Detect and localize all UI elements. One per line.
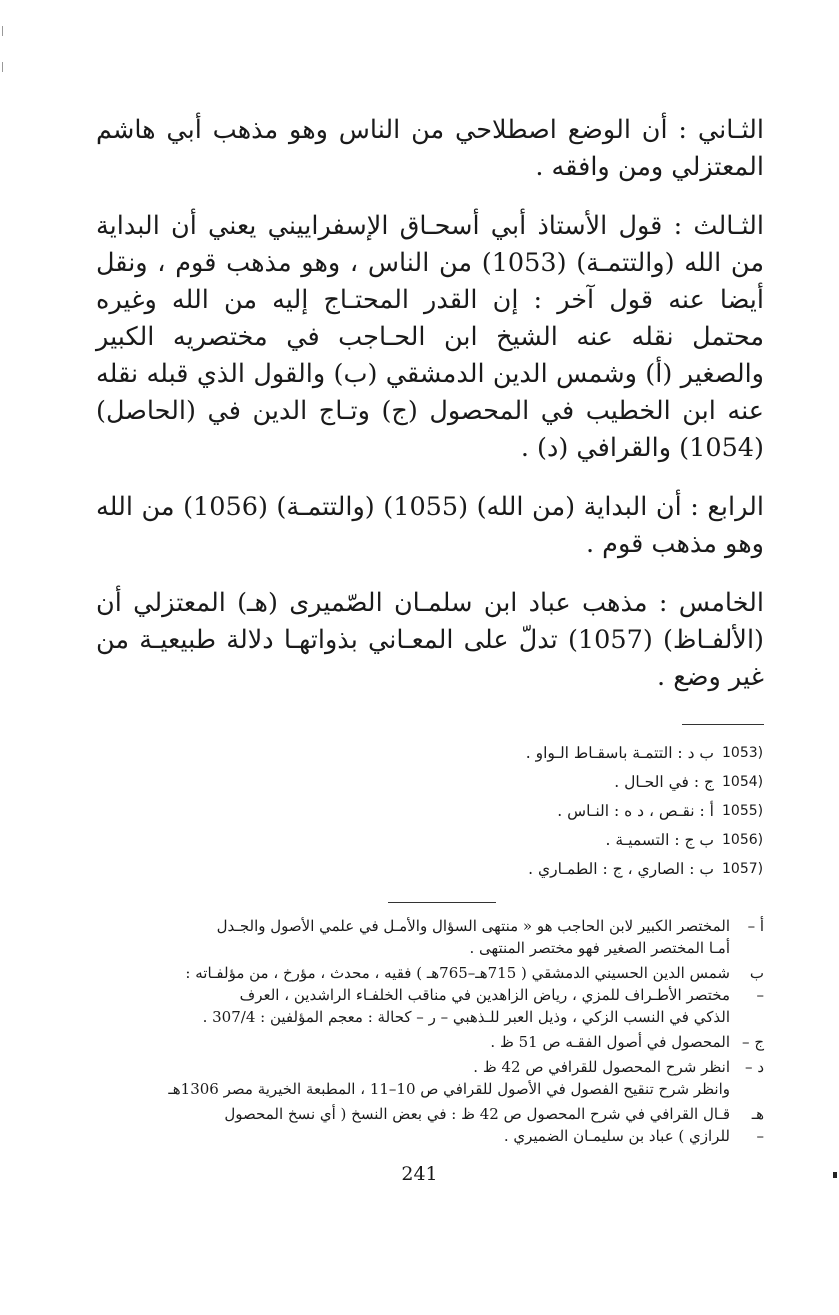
footnote-line: المحصول في أصول الفقـه ص 51 ظ . [490, 1033, 730, 1051]
variant-note-number: 1057) [722, 861, 764, 877]
footnote-key: ج – [742, 1033, 764, 1051]
footnote-key: هـ – [751, 1105, 764, 1145]
footnote-text [96, 1031, 730, 1053]
footnote [96, 1103, 764, 1147]
footnote-line: أمـا المختصر الصغير فهو مختصر المنتهى . [469, 939, 730, 957]
footnote [96, 1056, 764, 1100]
paragraph-fifth: الخامس : مذهب عباد ابن سلمـان الصّميرى (هـ) المعتزلي أن (الألفـاظ) (1057) تدلّ على المعـاني بذواتهـا دلالة طبيعيـة من غير وضع . [96, 588, 764, 692]
scan-mark [2, 62, 3, 72]
notes-divider [682, 724, 764, 725]
footnote-line: الذكي في النسب الزكي ، وذيل العبر للـذهبي – ر – كحالة : معجم المؤلفين : 307/4 . [202, 1008, 730, 1026]
scan-mark [2, 26, 3, 36]
variant-note [96, 855, 762, 884]
footnote-key: ب – [749, 964, 764, 1004]
footnotes-divider [388, 902, 496, 903]
variant-note-text: ب د : التتمـة باسقـاط الـواو . [525, 744, 714, 762]
page-body [96, 112, 764, 1150]
variant-note-text: ب ج : التسميـة . [605, 831, 714, 849]
footnote-line: شمس الدين الحسيني الدمشقي ( 715هـ–765هـ ) فقيه ، محدث ، مؤرخ ، من مؤلفـاته : [185, 964, 730, 982]
footnote-text [96, 962, 730, 1028]
footnote [96, 962, 764, 1028]
variant-note-number: 1053) [722, 745, 764, 761]
footnote-line: قـال القرافي في شرح المحصول ص 42 ظ : في بعض النسخ ( أي نسخ المحصول [224, 1105, 730, 1123]
scan-mark [833, 1172, 837, 1178]
footnote-text [96, 915, 730, 959]
paragraph-fourth: الرابع : أن البداية (من الله) (1055) (والتتمـة) (1056) من الله وهو مذهب قوم . [96, 492, 764, 559]
footnotes [96, 915, 764, 1147]
footnote-line: انظر شرح المحصول للقرافي ص 42 ظ . [473, 1058, 730, 1076]
page-number: 241 [401, 1163, 438, 1185]
variant-note [96, 826, 762, 855]
footnote-key: أ – [747, 917, 764, 935]
footnote-text [96, 1103, 730, 1147]
variant-note-number: 1056) [722, 832, 764, 848]
footnote-line: وانظر شرح تنقيح الفصول في الأصول للقرافي ص 10–11 ، المطبعة الخيرية مصر 1306هـ [168, 1080, 730, 1098]
variant-notes [96, 739, 762, 884]
variant-note [96, 739, 762, 768]
variant-note-text: ب : الصاري ، ج : الطمـاري . [528, 860, 714, 878]
variant-note-text: أ : نقـص ، د ه : النـاس . [557, 802, 714, 820]
footnote [96, 1031, 764, 1053]
variant-note [96, 768, 762, 797]
footnote-line: مختصر الأطـراف للمزي ، رياض الزاهدين في مناقب الخلفـاء الراشدين ، العرف [239, 986, 730, 1004]
footnote-line: المختصر الكبير لابن الحاجب هو « منتهى السؤال والأمـل في علمي الأصول والجـدل [216, 917, 730, 935]
variant-note [96, 797, 762, 826]
variant-note-number: 1055) [722, 803, 764, 819]
footnote-line: للرازي ) عباد بن سليمـان الضميري . [503, 1127, 730, 1145]
paragraph-third: الثـالث : قول الأستاذ أبي أسحـاق الإسفراييني يعني أن البداية من الله (والتتمـة) (1053) من الناس ، وهو مذهب قوم ، ونقل أيضا عنه قول آخر : إن القدر المحتـاج إليه من الله وغيره محتمل نقله عنه الشيخ ابن الحـاجب في مختصريه الكبير والصغير (أ) وشمس الدين الدمشقي (ب) والقول الذي قبله نقله عنه ابن الخطيب في المحصول (ج) وتـاج الدين في (الحاصل) (1054) والقرافي (د) . [96, 211, 764, 463]
footnote [96, 915, 764, 959]
variant-note-text: ج : في الحـال . [614, 773, 714, 791]
variant-note-number: 1054) [722, 774, 764, 790]
footnote-key: د – [745, 1058, 764, 1076]
paragraph-second: الثـاني : أن الوضع اصطلاحي من الناس وهو مذهب أبي هاشم المعتزلي ومن وافقه . [96, 115, 764, 182]
footnote-text [96, 1056, 730, 1100]
